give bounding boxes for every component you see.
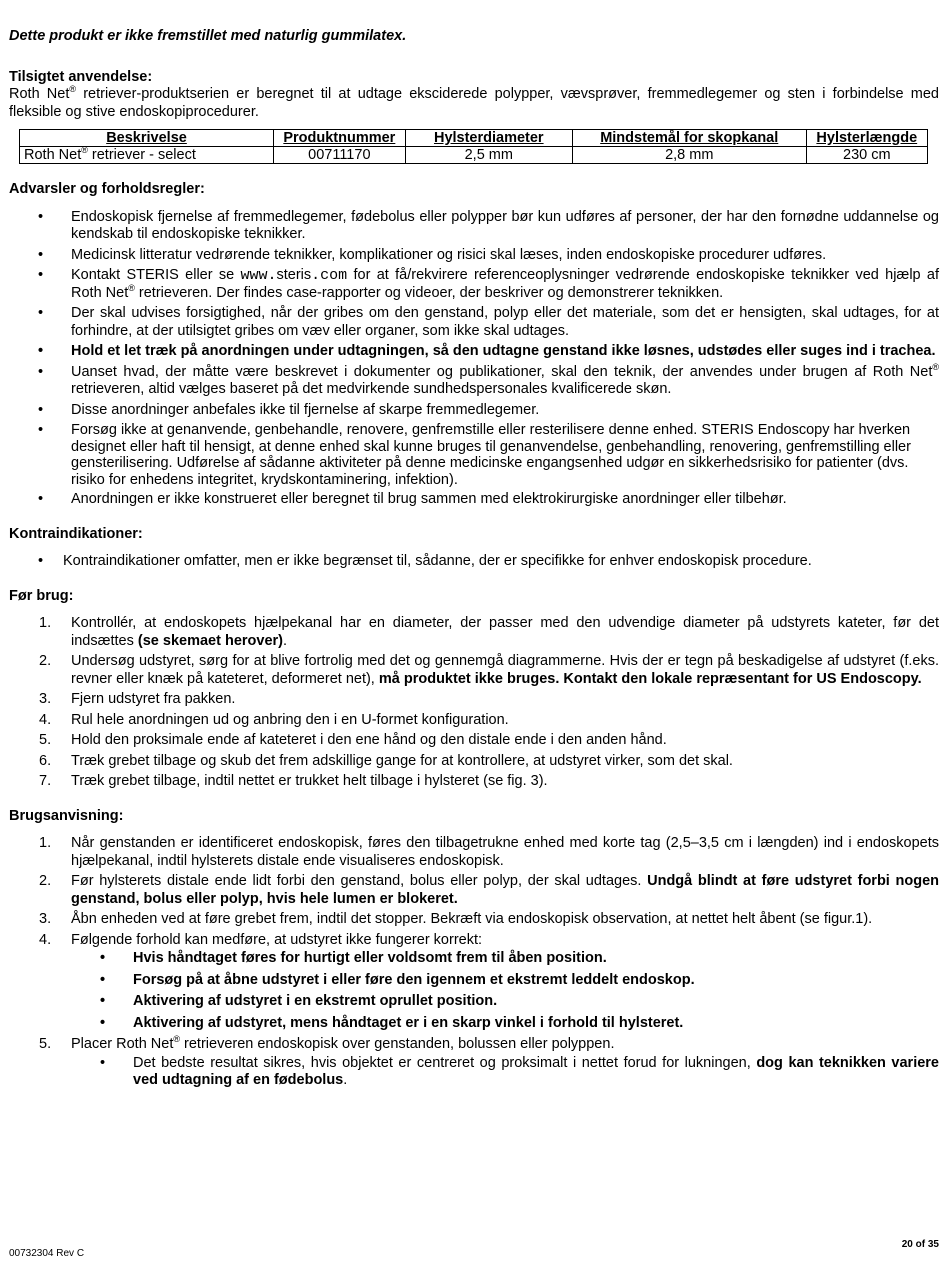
list-item: • Anordningen er ikke konstrueret eller beregnet til brug sammen med elektrokirurgiske anordninger eller tilbehør. xyxy=(38,491,787,507)
list-item: • Aktivering af udstyret, mens håndtaget er i en skarp vinkel i forhold til hylsteret. xyxy=(100,1014,684,1031)
before-use-list xyxy=(9,615,939,791)
step-number: 3. xyxy=(39,691,52,707)
list-item: • Der skal udvises forsigtighed, når der gribes om den genstand, polyp eller det materiale, som det er hensigten, skal udtages, for at forhindre, at der utilsigtet gribes om væv eller organer, som ikke skal udtages. xyxy=(38,305,939,339)
instructions-section xyxy=(9,808,939,1090)
bullet-marker: • xyxy=(100,1054,106,1071)
list-item: • Medicinsk litteratur vedrørende teknikker, komplikationer og risici skal læses, inden endoskopiske procedurer udføres. xyxy=(38,246,827,263)
spec-header-min-channel: Mindstemål for skopkanal xyxy=(572,130,806,147)
list-item: • Det bedste resultat sikres, hvis objektet er centreret og proksimalt i nettet forud for lukningen, dog kan teknikken variere ved udtagning af en fødebolus. xyxy=(100,1054,939,1088)
spec-table xyxy=(19,129,928,164)
list-item: • Endoskopisk fjernelse af fremmedlegemer, fødebolus eller polypper bør kun udføres af personer, der har den fornødne uddannelse og kendskab til endoskopiske teknikker. xyxy=(38,208,939,242)
spec-cell-product-number: 00711170 xyxy=(274,147,406,164)
placement-sublist xyxy=(71,1055,939,1090)
warnings-section xyxy=(9,181,939,509)
list-item: 3. Åbn enheden ved at føre grebet frem, indtil det stopper. Bekræft via endoskopisk observation, at nettet helt åbent (se figur.1). xyxy=(39,911,873,927)
list-item: 1. Når genstanden er identificeret endoskopisk, føres den tilbagetrukne enhed med korte tag (2,5–3,5 cm i længden) ind i endoskopets hjælpekanal, indtil hylsterets distale ende visualiseres endoskopisk. xyxy=(39,835,939,869)
spec-table-row xyxy=(20,147,928,164)
bullet-marker: • xyxy=(100,1014,106,1031)
list-item: 7. Træk grebet tilbage, indtil nettet er trukket helt tilbage i hylsteret (se fig. 3). xyxy=(39,773,548,789)
step-number: 1. xyxy=(39,835,52,851)
list-item: • Disse anordninger anbefales ikke til fjernelse af skarpe fremmedlegemer. xyxy=(38,401,540,418)
warnings-heading: Advarsler og forholdsregler: xyxy=(9,181,205,197)
bullet-marker: • xyxy=(100,993,106,1009)
bullet-marker: • xyxy=(100,971,106,988)
bullet-marker: • xyxy=(38,343,44,359)
step-number: 3. xyxy=(39,911,52,927)
step-number: 1. xyxy=(39,615,52,631)
list-item: 2. Undersøg udstyret, sørg for at blive fortrolig med det og gennemgå diagrammerne. Hvis der er tegn på beskadigelse af udstyret (f.eks. revner eller knæk på kateteret, deformeret net), må produktet ikke bruges. Kontakt den lokale repræsentant for US Endoscopy. xyxy=(39,653,939,687)
document-page xyxy=(9,28,939,1094)
warnings-list xyxy=(9,209,939,509)
bullet-marker: • xyxy=(38,305,44,321)
bullet-marker: • xyxy=(38,491,44,507)
step-number: 4. xyxy=(39,711,52,728)
spec-header-description: Beskrivelse xyxy=(20,130,274,147)
list-item: • Aktivering af udstyret i en ekstremt oprullet position. xyxy=(100,993,498,1009)
intended-use-text: Roth Net® retriever-produktserien er beregnet til at udtage eksciderede polypper, vævsprøver, fremmedlegemer og sten i forbindelse med fleksible og stive endoskopiprocedurer. xyxy=(9,84,939,120)
contraindications-list xyxy=(9,553,939,571)
list-item: 1. Kontrollér, at endoskopets hjælpekanal har en diameter, der passer med den udvendige diameter på udstyrets kateter, før det indsættes (se skemaet herover). xyxy=(39,615,939,649)
spec-cell-description: Roth Net® retriever - select xyxy=(20,147,274,164)
step-number: 5. xyxy=(39,732,52,748)
list-item: 4. Rul hele anordningen ud og anbring den i en U-formet konfiguration. xyxy=(39,711,509,728)
spec-table-header-row xyxy=(20,130,928,147)
contraindications-heading: Kontraindikationer: xyxy=(9,525,143,542)
page-number: 20 of 35 xyxy=(901,1239,939,1250)
contraindications-section xyxy=(9,526,939,571)
list-item: 2. Før hylsterets distale ende lidt forbi den genstand, bolus eller polyp, der skal udtages. Undgå blindt at føre udstyret forbi nogen genstand, bolus eller polyp, hvis hele lumen er blokeret. xyxy=(39,873,940,907)
bullet-marker: • xyxy=(38,553,44,569)
list-item: 4. Følgende forhold kan medføre, at udstyret ikke fungerer korrekt: • Hvis håndtaget føres for hurtigt eller voldsomt frem til åben position. • Forsøg på at åbne udstyret i eller føre den igennem et ekstremt leddelt endoskop. • Aktivering af udstyret i en ekstremt oprullet position. • Aktivering af udstyret, mens håndtaget er i en skarp vinkel i forhold til hylsteret. xyxy=(9,932,939,1033)
spec-header-sheath-length: Hylsterlængde xyxy=(806,130,927,147)
list-item: • Uanset hvad, der måtte være beskrevet i dokumenter og publikationer, skal den teknik, der anvendes under brugen af Roth Net® retrieveren, altid vælges baseret på det medvirkende sundhedspersonales kvalificerede skøn. xyxy=(38,361,939,397)
spec-header-sheath-diameter: Hylsterdiameter xyxy=(405,130,572,147)
list-item: 5. Hold den proksimale ende af kateteret i den ene hånd og den distale ende i den anden hånd. xyxy=(39,732,667,748)
bullet-marker: • xyxy=(38,363,44,380)
latex-notice: Dette produkt er ikke fremstillet med naturlig gummilatex. xyxy=(9,28,407,44)
step-number: 4. xyxy=(39,931,52,948)
list-item: • Hold et let træk på anordningen under udtagningen, så den udtagne genstand ikke løsnes, udstødes eller suges ind i trachea. xyxy=(38,343,936,359)
step-number: 2. xyxy=(39,873,52,889)
list-item: • Kontraindikationer omfatter, men er ikke begrænset til, sådanne, der er specifikke for enhver endoskopisk procedure. xyxy=(38,553,812,569)
spec-cell-diameter: 2,5 mm xyxy=(405,147,572,164)
step-number: 6. xyxy=(39,752,52,769)
bullet-marker: • xyxy=(100,950,106,966)
bullet-marker: • xyxy=(38,422,44,438)
intended-use-heading: Tilsigtet anvendelse: xyxy=(9,68,153,85)
steris-url: www.steris.com xyxy=(240,267,348,284)
step-number: 5. xyxy=(39,1036,52,1052)
spec-header-product-number: Produktnummer xyxy=(274,130,406,147)
spec-cell-min-channel: 2,8 mm xyxy=(572,147,806,164)
conditions-sublist xyxy=(71,950,939,1032)
bullet-marker: • xyxy=(38,401,44,418)
bullet-marker: • xyxy=(38,246,44,263)
before-use-heading: Før brug: xyxy=(9,587,74,604)
list-item: • Forsøg på at åbne udstyret i eller føre den igennem et ekstremt leddelt endoskop. xyxy=(100,971,695,988)
instructions-heading: Brugsanvisning: xyxy=(9,807,124,824)
bullet-marker: • xyxy=(38,267,44,283)
bullet-marker: • xyxy=(38,208,44,225)
list-item: • Forsøg ikke at genanvende, genbehandle, renovere, genfremstille eller resterilisere denne enhed. STERIS Endoscopy har hverken designet eller haft til hensigt, at denne enhed skal kunne bruges til genanvendelse, genbehandling, renovering, genfremstilling eller gensterilisering. Udførelse af sådanne aktiviteter på denne medicinske engangsenhed udgør en sikkerhedsrisiko for patienter (dvs. risiko for enhedens integritet, krydskontaminering, infektion). xyxy=(38,422,911,488)
list-item: • Hvis håndtaget føres for hurtigt eller voldsomt frem til åben position. xyxy=(100,950,607,966)
list-item: 5. Placer Roth Net® retrieveren endoskopisk over genstanden, bolussen eller polyppen. • Det bedste resultat sikres, hvis objektet er centreret og proksimalt i nettet forud for lukningen, dog kan teknikken variere ved udtagning af en fødebolus. xyxy=(39,1034,939,1088)
step-number: 2. xyxy=(39,653,52,669)
list-item: • Kontakt STERIS eller se www.steris.com for at få/rekvirere referenceoplysninger vedrørende endoskopiske teknikker ved hjælp af Roth Net® retrieveren. Der findes case-rapporter og videoer, der beskriver og demonstrerer teknikken. xyxy=(38,267,940,301)
before-use-section xyxy=(9,588,939,791)
document-id: 00732304 Rev C xyxy=(9,1248,85,1259)
list-item: 3. Fjern udstyret fra pakken. xyxy=(39,691,236,707)
step-number: 7. xyxy=(39,773,52,789)
list-item: 6. Træk grebet tilbage og skub det frem adskillige gange for at kontrollere, at udstyret virker, som det skal. xyxy=(39,752,733,769)
spec-cell-length: 230 cm xyxy=(806,147,927,164)
instructions-list xyxy=(9,835,939,1090)
